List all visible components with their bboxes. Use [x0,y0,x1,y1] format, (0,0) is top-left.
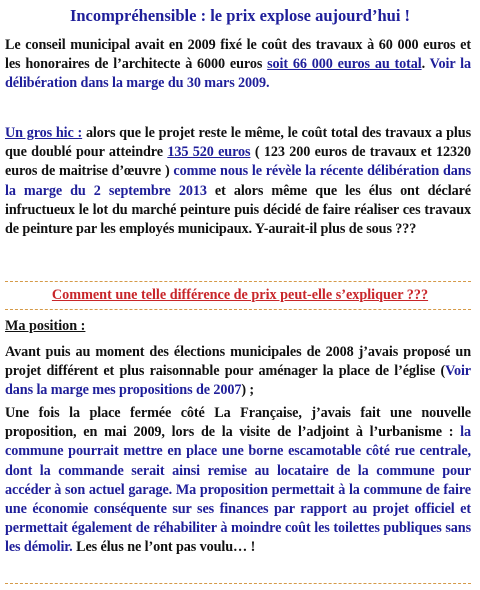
page-title: Incompréhensible : le prix explose aujourd’hui ! [69,6,411,25]
gros-hic-label: Un gros hic : [5,125,83,141]
budget-text-end: . [421,56,430,73]
proposal-2009-details: la commune pourrait mettre en place une borne escamotable côté rue centrale, dont la commande serait ainsi remise au locataire de la commune pour accéder à son actuel garage. Ma proposition permettait à la commune de faire une économie conséquente sur ses finances par rapport au projet officiel et permettait également de réhabiliter à moindre coût les toilettes publiques sans les démolir. [5,424,471,556]
deliberation-2013-ref: comme nous le révèle la récente délibération dans la marge du 2 septembre 2013 [5,163,471,199]
budget-text: Le conseil municipal avait en 2009 fixé le coût des travaux à 60 000 euros et les honoraires de l’architecte à 6000 euros [5,37,471,73]
paragraph-gros-hic [5,124,471,239]
position-heading: Ma position : [5,318,86,334]
proposal-2009-end: Les élus ne l’ont pas voulu… ! [72,539,256,556]
cost-breakdown-text: ( 123 200 euros de travaux et 12320 euros de maitrise d’œuvre ) [5,144,471,180]
proposals-2007-ref: Voir dans la marge mes propositions de 2007 [5,363,471,399]
divider-top [5,281,471,282]
paragraph-proposal-2009 [5,404,471,558]
proposal-2009-intro: Une fois la place fermée côté La Française, j’avais fait une nouvelle proposition, en mai 2009, lors de la visite de l’adjoint à l’urbanisme : [5,405,471,441]
gros-hic-text: alors que le projet reste le même, le coût total des travaux a plus que doublé pour atteindre [5,125,471,161]
paragraph-proposal-2008 [5,343,471,401]
divider-footer [5,583,471,584]
proposal-2008-text: Avant puis au moment des élections municipales de 2008 j’avais proposé un projet différent et plus raisonnable pour aménager la place de l’église ( [5,344,471,380]
price-question: Comment une telle différence de prix peut-elle s’expliquer ??? [51,287,429,303]
divider-bottom [5,309,471,310]
total-amount-link[interactable]: soit 66 000 euros au total [267,56,422,73]
paragraph-budget-2009 [5,36,471,94]
deliberation-2009-ref: Voir la délibération dans la marge du 30 mars 2009. [5,56,472,92]
proposal-2008-end: ) ; [241,382,255,399]
new-total-amount[interactable]: 135 520 euros [167,144,251,161]
gros-hic-text-end: et alors même que les élus ont déclaré infructueux le lot du marché peinture puis décidé de faire réaliser ces travaux de peinture par les employés municipaux. Y-aurait-il plus de sous ??? [5,182,471,238]
